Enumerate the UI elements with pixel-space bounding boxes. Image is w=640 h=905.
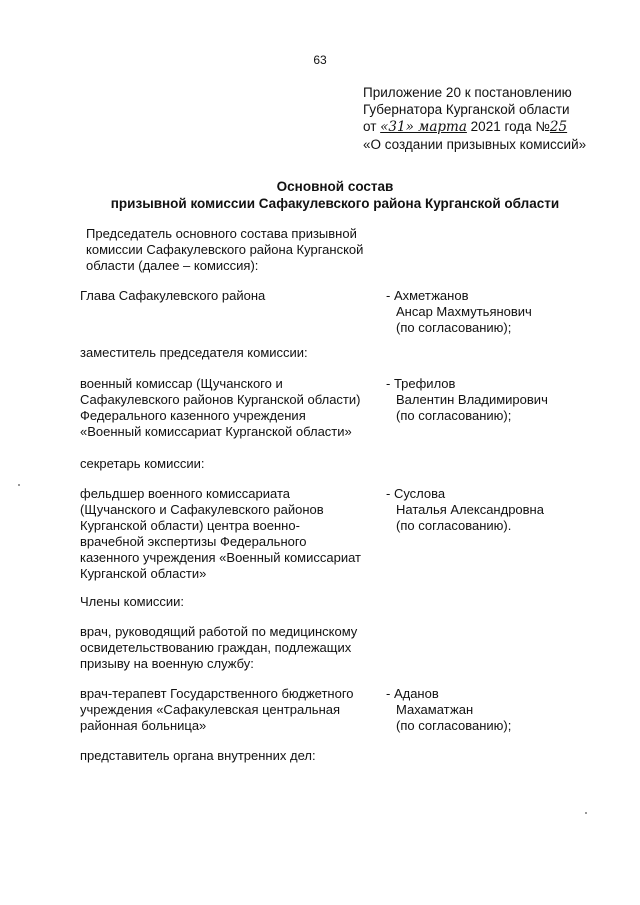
entry-position — [86, 226, 606, 274]
entry-position — [80, 594, 600, 610]
handwritten-number: 25 — [549, 119, 568, 135]
person-detail: Махаматжан — [396, 702, 474, 717]
position-line: Федерального казенного учреждения — [80, 408, 306, 423]
entry-position — [80, 345, 600, 361]
person-detail: (по согласованию); — [396, 320, 512, 335]
entry-person — [386, 288, 616, 336]
position-line: представитель органа внутренних дел: — [80, 748, 316, 763]
position-line: Курганской области) центра военно- — [80, 518, 300, 533]
position-line: военный комиссар (Щучанского и — [80, 376, 283, 391]
position-line: (Щучанского и Сафакулевского районов — [80, 502, 324, 517]
scan-speck — [585, 812, 587, 814]
person-detail: (по согласованию); — [396, 408, 512, 423]
annex-header — [363, 84, 633, 153]
position-line: врач-терапевт Государственного бюджетного — [80, 686, 354, 701]
position-line: призыву на военную службу: — [80, 656, 254, 671]
entry-position — [80, 686, 390, 734]
position-line: Члены комиссии: — [80, 594, 185, 609]
position-line: Сафакулевского районов Курганской области) — [80, 392, 361, 407]
position-line: заместитель председателя комиссии: — [80, 345, 308, 360]
entry-position — [80, 748, 600, 764]
position-line: освидетельствованию граждан, подлежащих — [80, 640, 352, 655]
page-number: 63 — [313, 53, 327, 67]
person-detail: Ансар Махмутьянович — [396, 304, 532, 319]
annex-line-1: Приложение 20 к постановлению — [363, 85, 572, 100]
title-line-1: Основной состав — [276, 179, 394, 194]
position-line: секретарь комиссии: — [80, 456, 205, 471]
annex-line-4: «О создании призывных комиссий» — [363, 137, 587, 152]
position-line: Председатель основного состава призывной — [86, 226, 357, 241]
handwritten-date: «31» марта — [380, 119, 467, 135]
position-line: комиссии Сафакулевского района Курганской — [86, 242, 364, 257]
position-line: области (далее – комиссия): — [86, 258, 259, 273]
entry-person — [386, 486, 616, 534]
person-surname: - Суслова — [386, 486, 446, 501]
position-line: казенного учреждения «Военный комиссариат — [80, 550, 361, 565]
person-surname: - Аданов — [386, 686, 439, 701]
person-detail: Валентин Владимирович — [396, 392, 548, 407]
annex-year-text: 2021 года № — [470, 119, 550, 134]
entry-position — [80, 288, 390, 304]
position-line: Глава Сафакулевского района — [80, 288, 266, 303]
entry-position — [80, 486, 390, 582]
annex-line-2: Губернатора Курганской области — [363, 102, 570, 117]
position-line: учреждения «Сафакулевская центральная — [80, 702, 341, 717]
annex-date-prefix: от — [363, 119, 377, 134]
position-line: «Военный комиссариат Курганской области» — [80, 424, 352, 439]
person-surname: - Ахметжанов — [386, 288, 469, 303]
entry-person — [386, 686, 616, 734]
person-detail: Наталья Александровна — [396, 502, 544, 517]
entry-person — [386, 376, 616, 424]
person-detail: (по согласованию); — [396, 718, 512, 733]
person-surname: - Трефилов — [386, 376, 456, 391]
position-line: фельдшер военного комиссариата — [80, 486, 291, 501]
position-line: районная больница» — [80, 718, 207, 733]
entry-position — [80, 624, 600, 672]
position-line: врачебной экспертизы Федерального — [80, 534, 307, 549]
position-line: Курганской области» — [80, 566, 207, 581]
document-title — [0, 178, 640, 212]
entry-position — [80, 456, 600, 472]
person-detail: (по согласованию). — [396, 518, 512, 533]
scan-speck — [18, 484, 20, 486]
position-line: врач, руководящий работой по медицинскому — [80, 624, 358, 639]
entry-position — [80, 376, 390, 440]
annex-line-3 — [363, 118, 633, 136]
title-line-2: призывной комиссии Сафакулевского района Курганской области — [110, 196, 560, 211]
